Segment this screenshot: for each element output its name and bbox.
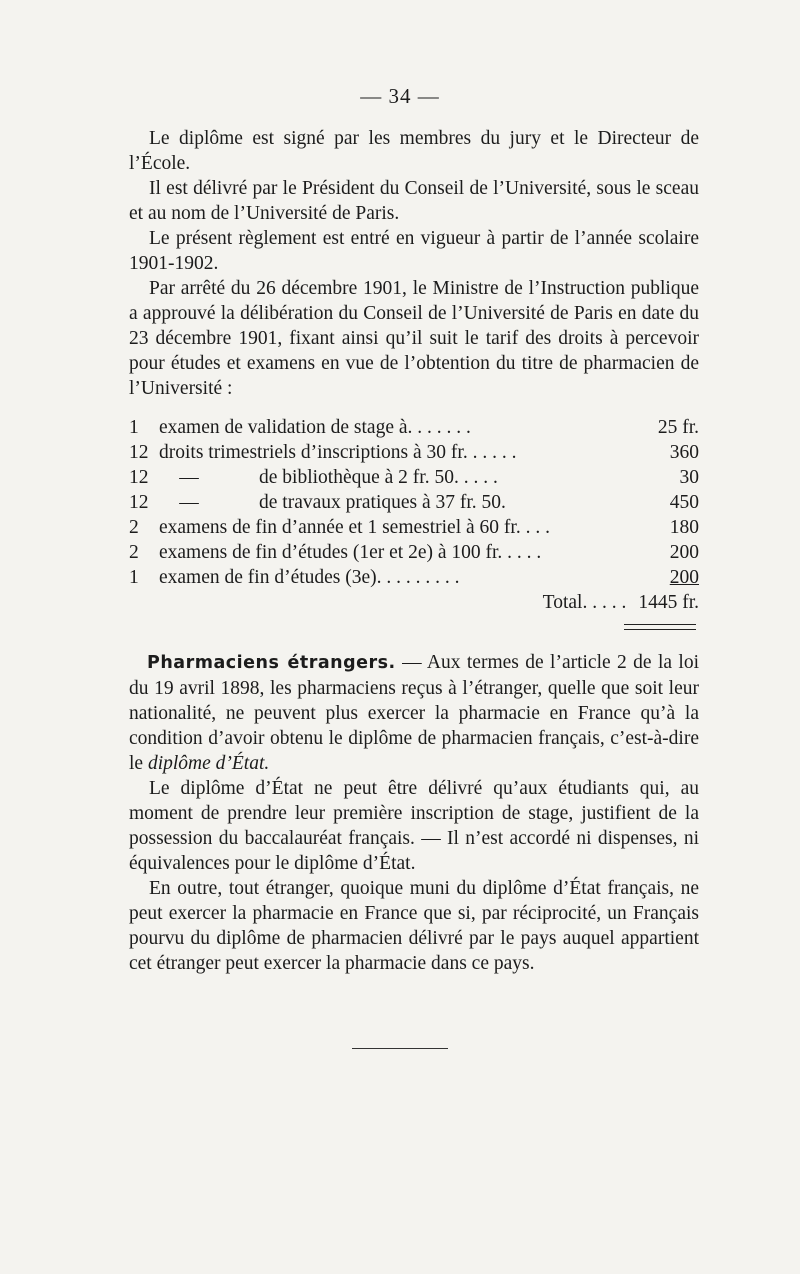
fee-description: de travaux pratiques à 37 fr. 50. <box>259 492 506 513</box>
fee-description-ditto <box>159 467 638 492</box>
fee-table <box>129 417 699 620</box>
fee-amount: 200 <box>669 542 699 563</box>
intro-text <box>129 126 699 401</box>
fee-row <box>129 542 699 567</box>
fee-amount: 200 <box>669 567 699 588</box>
fee-amount: 30 <box>679 467 699 488</box>
fee-amount: 25 fr. <box>657 417 699 438</box>
section-heading: Pharmaciens étrangers. <box>147 653 396 673</box>
total-double-rule <box>624 624 696 630</box>
paragraph-diploma-signature: Le diplôme est signé par les membres du jury et le Directeur de l’École. <box>129 128 699 174</box>
fee-row <box>129 492 699 517</box>
total-row <box>129 592 699 620</box>
ditto-dash: — <box>179 492 199 513</box>
fee-description-ditto <box>159 492 638 517</box>
section-lead-text: — Aux termes de l’article 2 de la loi du 19 avril 1898, les pharmaciens reçus à l’étranger, quelle que soit leur nationalité, ne peuvent plus exercer la pharmacie en France qu’à la condition d’avoir obtenu le diplôme de pharmacien français, c’est-à-dire le <box>129 652 700 774</box>
fee-description: droits trimestriels d’inscriptions à 30 fr. . . . . . <box>159 442 517 463</box>
fee-quantity: 2 <box>129 517 139 538</box>
page-number: — 34 — <box>360 84 440 108</box>
fee-row <box>129 517 699 542</box>
fee-row <box>129 567 699 592</box>
paragraph-reciprocity: En outre, tout étranger, quoique muni du diplôme d’État français, ne peut exercer la pharmacie en France que si, par réciprocité, un Français pourvu du diplôme de pharmacien délivré par le pays auquel appartient cet étranger peut exercer la pharmacie dans ce pays. <box>129 878 699 974</box>
fee-quantity: 2 <box>129 542 139 563</box>
fee-amount: 180 <box>669 517 699 538</box>
total-label: Total. . . . . <box>542 592 627 613</box>
fee-amount: 450 <box>669 492 699 513</box>
paragraph-state-diploma: Le diplôme d’État ne peut être délivré qu’aux étudiants qui, au moment de prendre leur première inscription de stage, justifient de la possession du baccalauréat français. — Il n’est accordé ni dispenses, ni équivalences pour le diplôme d’État. <box>129 778 699 874</box>
foreign-pharmacists-section <box>129 650 699 976</box>
paragraph-ministerial-decree: Par arrêté du 26 décembre 1901, le Ministre de l’Instruction publique a approuvé la délibération du Conseil de l’Université de Paris en date du 23 décembre 1901, fixant ainsi qu’il suit le tarif des droits à percevoir pour études et examens en vue de l’obtention du titre de pharmacien de l’Université : <box>129 278 699 399</box>
section-lead-paragraph <box>129 650 699 776</box>
fee-description: examen de validation de stage à. . . . . . . <box>159 417 471 438</box>
section-lead-emphasis: diplôme d’État. <box>147 753 270 774</box>
paragraph-regulation-effective: Le présent règlement est entré en vigueur à partir de l’année scolaire 1901-1902. <box>129 228 699 274</box>
fee-quantity: 12 <box>129 492 149 513</box>
fee-quantity: 12 <box>129 467 149 488</box>
fee-description: examens de fin d’année et 1 semestriel à 60 fr. . . . <box>159 517 550 538</box>
fee-description: examen de fin d’études (3e). . . . . . . . . <box>159 567 460 588</box>
fee-row <box>129 467 699 492</box>
fee-quantity: 1 <box>129 417 139 438</box>
fee-description: de bibliothèque à 2 fr. 50. . . . . <box>259 467 498 488</box>
fee-description: examens de fin d’études (1er et 2e) à 100 fr. . . . . <box>159 542 542 563</box>
end-rule <box>352 1048 448 1049</box>
fee-quantity: 1 <box>129 567 139 588</box>
fee-amount: 360 <box>669 442 699 463</box>
paragraph-diploma-issuance: Il est délivré par le Président du Conseil de l’Université, sous le sceau et au nom de l’Université de Paris. <box>129 178 699 224</box>
fee-row <box>129 417 699 442</box>
total-amount: 1445 fr. <box>638 592 699 613</box>
fee-row <box>129 442 699 467</box>
fee-quantity: 12 <box>129 442 149 463</box>
ditto-dash: — <box>179 467 199 488</box>
